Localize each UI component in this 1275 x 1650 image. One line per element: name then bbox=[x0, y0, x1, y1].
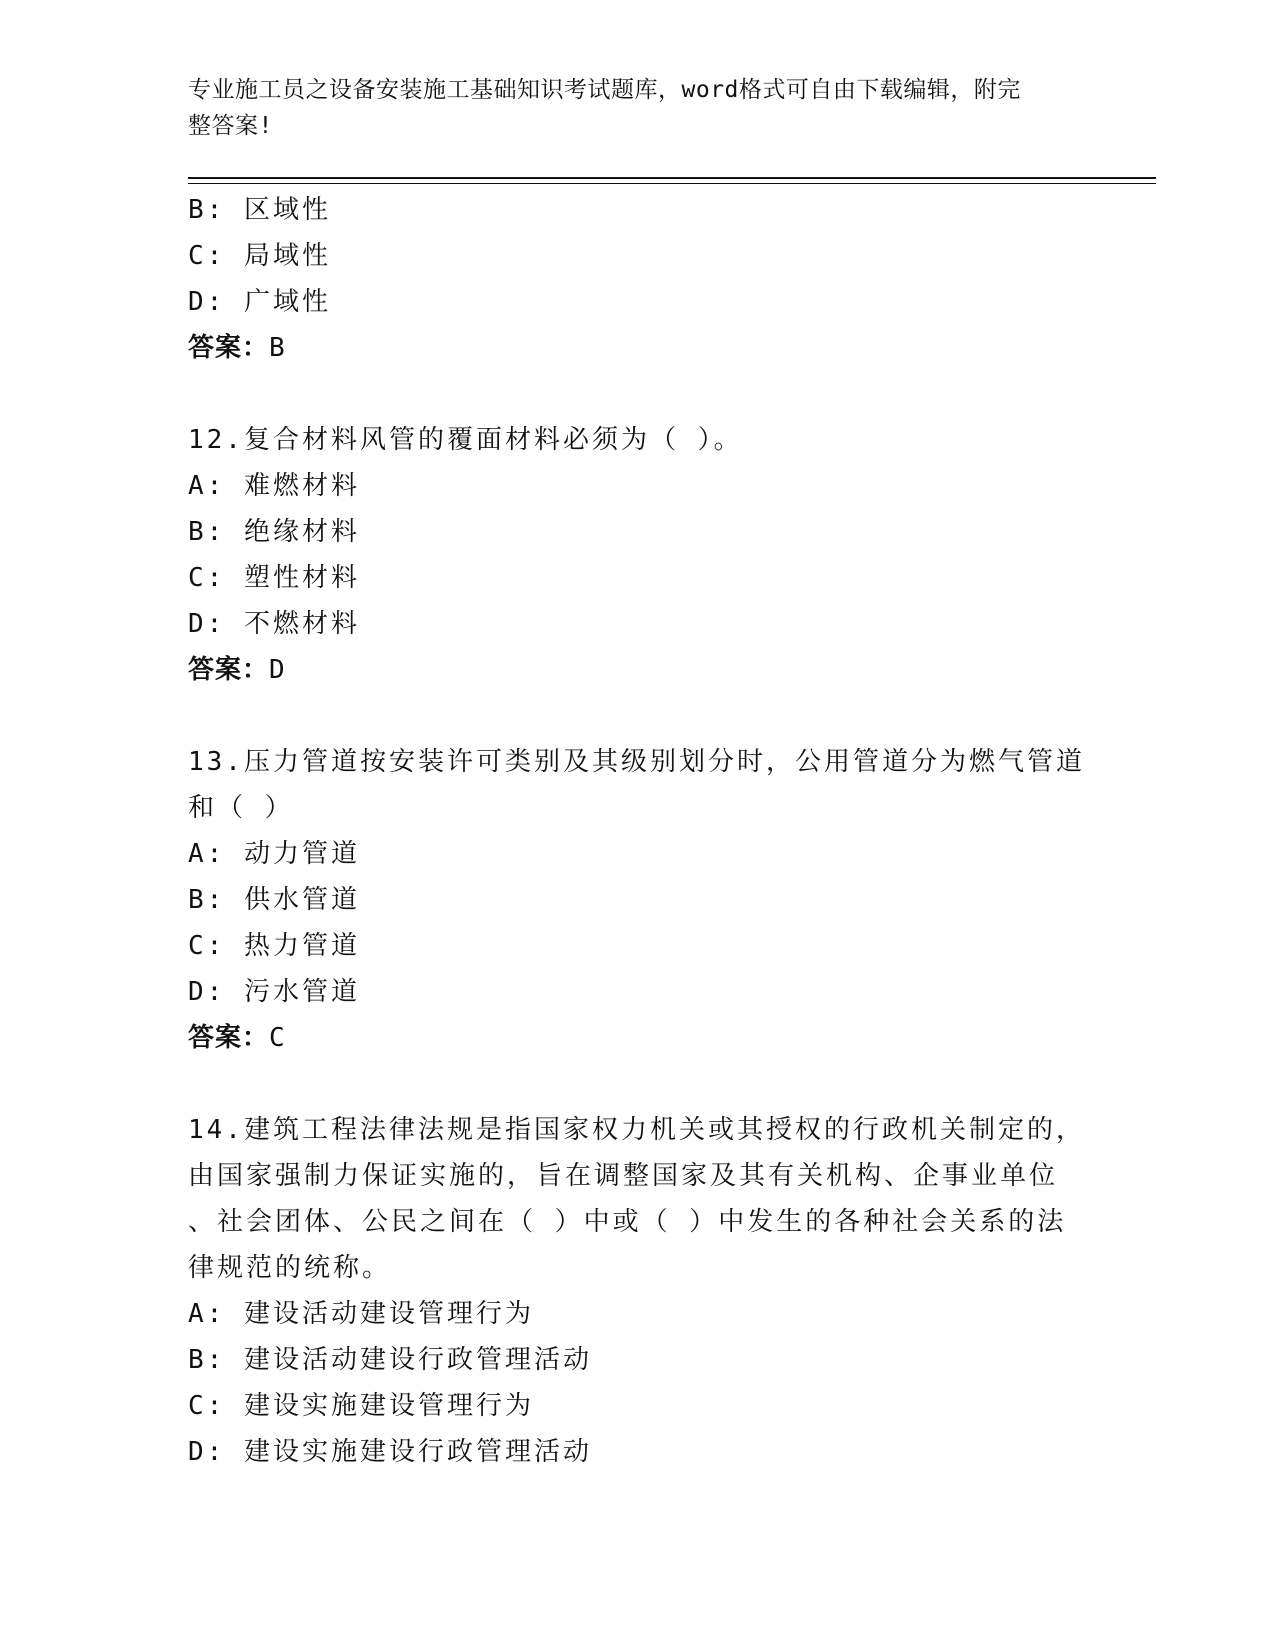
header-line-2: 整答案! bbox=[188, 113, 273, 139]
option-c: C: 热力管道 bbox=[188, 931, 360, 961]
question-stem-line: 律规范的统称。 bbox=[188, 1253, 392, 1283]
option-d: D: 不燃材料 bbox=[188, 609, 360, 639]
option-c: C: 局域性 bbox=[188, 241, 331, 271]
question-stem-line: 12.复合材料风管的覆面材料必须为（ ）。 bbox=[188, 425, 743, 455]
document-header bbox=[188, 72, 1068, 144]
question-stem-line: 由国家强制力保证实施的，旨在调整国家及其有关机构、企事业单位 bbox=[188, 1161, 1059, 1191]
answer-value: C bbox=[269, 1023, 287, 1053]
answer-value: D bbox=[269, 655, 287, 685]
question-stem-line: 14.建筑工程法律法规是指国家权力机关或其授权的行政机关制定的， bbox=[188, 1115, 1085, 1145]
option-a: A: 动力管道 bbox=[188, 839, 360, 869]
question-stem-line: 、社会团体、公民之间在（ ）中或（ ）中发生的各种社会关系的法 bbox=[188, 1207, 1067, 1237]
answer-label: 答案： bbox=[188, 655, 270, 685]
option-b: B: 区域性 bbox=[188, 195, 331, 225]
question-11 bbox=[188, 187, 1088, 371]
option-c: C: 建设实施建设管理行为 bbox=[188, 1391, 534, 1421]
option-b: B: 建设活动建设行政管理活动 bbox=[188, 1345, 592, 1375]
option-b: B: 供水管道 bbox=[188, 885, 360, 915]
question-stem-line: 和（ ） bbox=[188, 793, 294, 823]
answer-label: 答案： bbox=[188, 1023, 270, 1053]
answer-line bbox=[188, 325, 1088, 371]
option-a: A: 建设活动建设管理行为 bbox=[188, 1299, 534, 1329]
answer-label: 答案： bbox=[188, 333, 270, 363]
header-line-1: 专业施工员之设备安装施工基础知识考试题库，word格式可自由下载编辑，附完 bbox=[188, 77, 1021, 103]
question-13 bbox=[188, 739, 1088, 1061]
question-stem-line: 13.压力管道按安装许可类别及其级别划分时，公用管道分为燃气管道 bbox=[188, 747, 1085, 777]
option-d: D: 广域性 bbox=[188, 287, 331, 317]
question-list bbox=[188, 187, 1088, 1475]
header-divider-thick bbox=[188, 177, 1156, 179]
answer-line bbox=[188, 647, 1088, 693]
option-b: B: 绝缘材料 bbox=[188, 517, 360, 547]
option-c: C: 塑性材料 bbox=[188, 563, 360, 593]
option-d: D: 建设实施建设行政管理活动 bbox=[188, 1437, 592, 1467]
option-a: A: 难燃材料 bbox=[188, 471, 360, 501]
question-12 bbox=[188, 417, 1088, 693]
question-spacer bbox=[188, 1061, 1088, 1107]
answer-value: B bbox=[269, 333, 287, 363]
header-divider-thin bbox=[188, 183, 1156, 184]
question-spacer bbox=[188, 693, 1088, 739]
question-14 bbox=[188, 1107, 1088, 1475]
option-d: D: 污水管道 bbox=[188, 977, 360, 1007]
answer-line bbox=[188, 1015, 1088, 1061]
question-spacer bbox=[188, 371, 1088, 417]
